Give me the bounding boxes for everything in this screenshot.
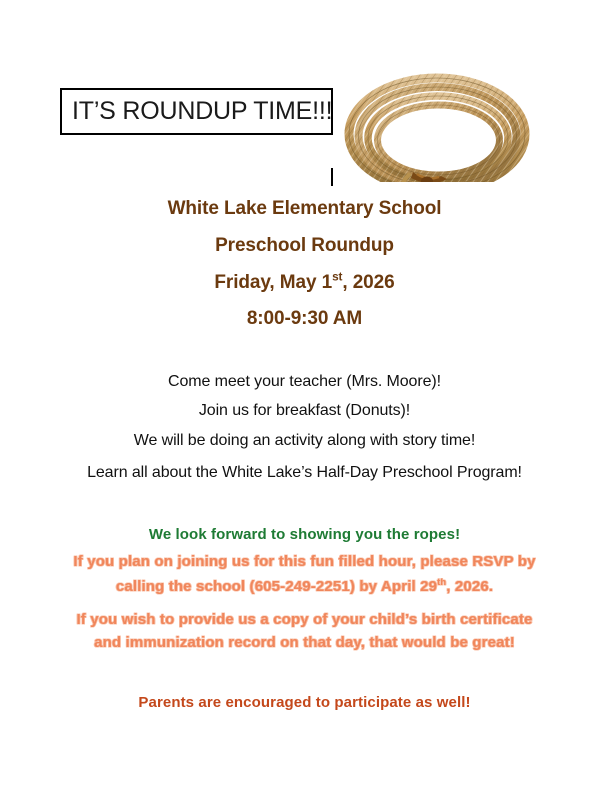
rsvp-note-line-1: If you plan on joining us for this fun filled hour, please RSVP by <box>73 553 536 570</box>
event-date-pre: Friday, May 1 <box>214 272 333 293</box>
roundup-title-text: IT’S ROUNDUP TIME!!! <box>72 97 333 125</box>
school-name-heading: White Lake Elementary School <box>167 198 442 219</box>
roundup-title-box <box>60 88 333 135</box>
event-date-post: , 2026 <box>342 272 395 293</box>
body-line-teacher: Come meet your teacher (Mrs. Moore)! <box>168 373 441 390</box>
rsvp-phone-text: calling the school (605-249-2251) by April 29 <box>115 578 438 595</box>
coiled-lasso-rope-image <box>340 42 535 182</box>
body-line-program: Learn all about the White Lake’s Half-Day Preschool Program! <box>87 464 522 481</box>
rsvp-date-ordinal: th <box>437 577 447 587</box>
event-name-heading: Preschool Roundup <box>215 235 394 256</box>
green-closing-note: We look forward to showing you the ropes! <box>148 526 461 543</box>
text-caret <box>331 168 333 186</box>
body-line-activity: We will be doing an activity along with story time! <box>133 432 476 449</box>
rsvp-note-line-2 <box>0 578 609 595</box>
event-time-heading: 8:00-9:30 AM <box>246 308 363 329</box>
documents-note-line-2: and immunization record on that day, that would be great! <box>94 634 515 651</box>
rsvp-date-post: , 2026. <box>446 578 494 595</box>
parents-participation-note: Parents are encouraged to participate as well! <box>138 694 471 711</box>
documents-note-line-1: If you wish to provide us a copy of your child’s birth certificate <box>76 611 533 628</box>
body-line-breakfast: Join us for breakfast (Donuts)! <box>198 402 411 419</box>
event-date-heading <box>0 272 609 294</box>
event-date-ordinal: st <box>332 270 343 284</box>
